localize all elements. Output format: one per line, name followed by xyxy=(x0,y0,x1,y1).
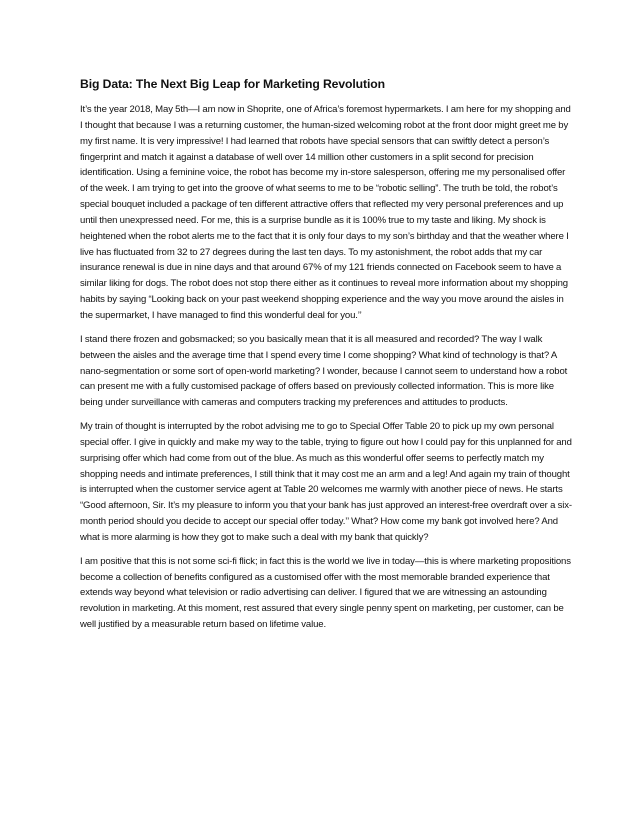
paragraph-4: I am positive that this is not some sci-fi flick; in fact this is the world we live in today—this is where marketing propositions become a collection of benefits configured as a customised offer with the most memorable branded experience that extends way beyond what television or radio advertising can deliver. I figured that we are witnessing an astounding revolution in marketing. At this moment, rest assured that every single penny spent on marketing, per customer, can be well justified by a measurable return based on lifetime value. xyxy=(80,555,571,631)
document-title: Big Data: The Next Big Leap for Marketing Revolution xyxy=(80,77,385,91)
document-page xyxy=(80,76,574,641)
paragraph-1: It’s the year 2018, May 5th—I am now in Shoprite, one of Africa’s foremost hypermarkets. I am here for my shopping and I thought that because I was a returning customer, the human-sized welcoming robot at the front door might greet me by my first name. It is very impressive! I had learned that robots have special sensors that can swiftly detect a person’s fingerprint and match it against a database of well over 14 million other customers in a split second for precision identification. Using a feminine voice, the robot has become my in-store salesperson, offering me my personalised offer of the week. I am trying to get into the groove of what seems to me to be “robotic selling”. The truth be told, the robot’s special bouquet included a package of ten different attractive offers that reflected my very personal preferences and up until then unexpressed need. For me, this is a surprise bundle as it is 100% true to my taste and liking. My shock is heightened when the robot alerts me to the fact that it is only four days to my son’s birthday and that the weather where I live has fluctuated from 32 to 27 degrees during the last ten days. To my astonishment, the robot adds that my car insurance renewal is due in nine days and that around 67% of my 121 friends connected on Facebook seem to have a similar liking for dogs. The robot does not stop there either as it continues to reveal more information about my shopping habits by saying “Looking back on your past weekend shopping experience and the way you move around the aisles in the supermarket, I have managed to find this wonderful deal for you.’’ xyxy=(80,104,571,321)
paragraph-3: My train of thought is interrupted by the robot advising me to go to Special Offer Table 20 to pick up my own personal special offer. I give in quickly and make my way to the table, trying to figure out how I could pay for this unplanned for and surprising offer which had come from out of the blue. As much as this wonderful offer seems to perfectly match my shopping needs and intimate preferences, I still think that it may cost me an arm and a leg! And again my train of thought is interrupted when the customer service agent at Table 20 welcomes me warmly with another piece of news. He starts “Good afternoon, Sir. It’s my pleasure to inform you that your bank has just approved an interest-free overdraft over a six-month period should you decide to accept our special offer today.’’ What? How come my bank got involved here? And what is more alarming is how they got to make such a deal with my bank that quickly? xyxy=(80,421,572,543)
paragraph-2: I stand there frozen and gobsmacked; so you basically mean that it is all measured and recorded? The way I walk between the aisles and the average time that I spend every time I come shopping? What kind of technology is that? A nano-segmentation or some sort of open-world marketing? I wonder, because I cannot seem to understand how a robot can present me with a fully customised package of offers based on previously collected information. This is more like being under surveillance with cameras and computers tracking my preferences and attitudes to products. xyxy=(80,333,568,409)
